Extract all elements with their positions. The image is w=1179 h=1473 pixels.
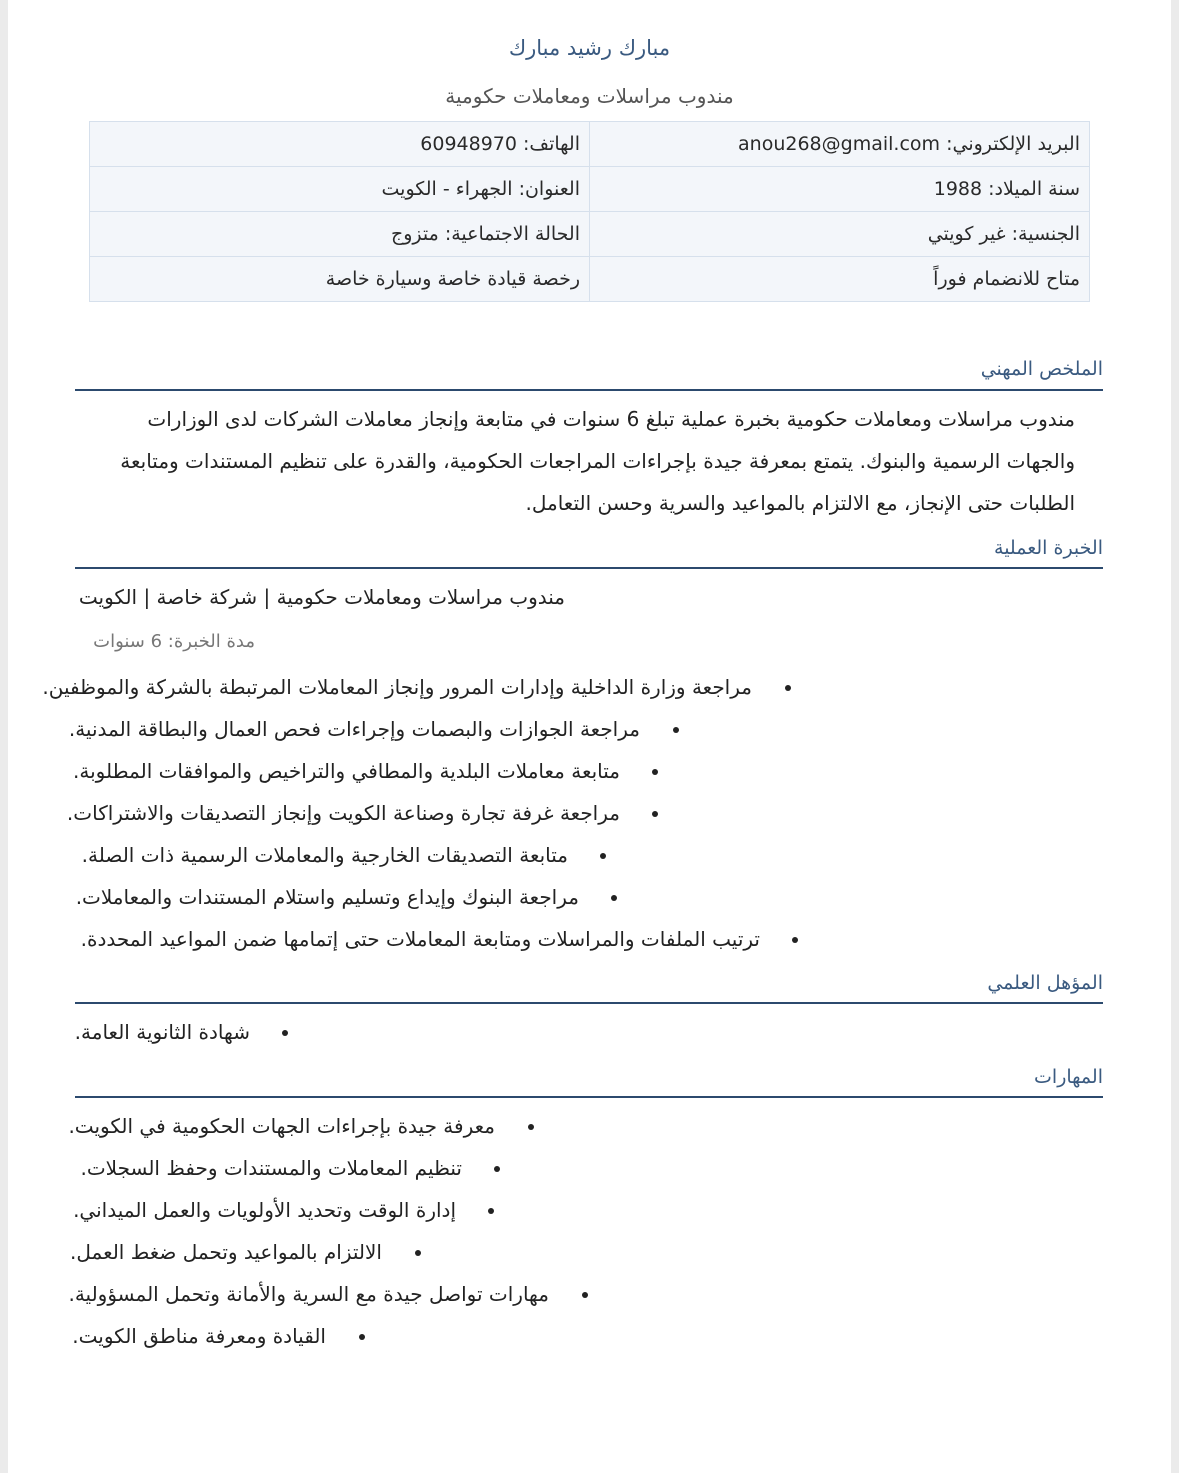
experience-item: ترتيب الملفات والمراسلات ومتابعة المعاملات حتى إتمامها ضمن المواعيد المحددة.: [80, 927, 760, 951]
phone-cell: الهاتف: 60948970: [90, 122, 590, 167]
skill-item: إدارة الوقت وتحديد الأولويات والعمل الميداني.: [73, 1198, 456, 1222]
birth-year-cell: سنة الميلاد: 1988: [590, 167, 1090, 212]
summary-heading-text: الملخص المهني: [980, 358, 1103, 380]
availability-cell: متاح للانضمام فوراً: [590, 257, 1090, 302]
info-row: [90, 257, 1090, 302]
address-cell: العنوان: الجهراء - الكويت: [90, 167, 590, 212]
summary-text: مندوب مراسلات ومعاملات حكومية بخبرة عملية تبلغ 6 سنوات في متابعة وإنجاز معاملات الشركات لدى الوزارات والجهات الرسمية والبنوك. يتمتع بمعرفة جيدة بإجراءات المراجعات الحكومية، والقدرة على تنظيم المستندات ومتابعة الطلبات حتى الإنجاز، مع الالتزام بالمواعيد والسرية وحسن التعامل.: [120, 407, 1075, 515]
bullet-dot: [528, 1124, 534, 1130]
person-name: مبارك رشيد مبارك: [508, 36, 671, 60]
skills-heading-text: المهارات: [1034, 1066, 1103, 1088]
bullet-dot: [673, 727, 679, 733]
summary-divider: [75, 389, 1103, 391]
bullet-dot: [792, 937, 798, 943]
email-cell: البريد الإلكتروني: anou268@gmail.com: [590, 122, 1090, 167]
summary-heading: [75, 358, 1103, 380]
education-heading-text: المؤهل العلمي: [987, 972, 1103, 994]
bullet-dot: [600, 853, 606, 859]
marital-status-cell: الحالة الاجتماعية: متزوج: [90, 212, 590, 257]
info-row: [90, 122, 1090, 167]
skill-item: معرفة جيدة بإجراءات الجهات الحكومية في الكويت.: [68, 1114, 495, 1138]
experience-item: مراجعة وزارة الداخلية وإدارات المرور وإنجاز المعاملات المرتبطة بالشركة والموظفين.: [42, 675, 752, 699]
license-cell: رخصة قيادة خاصة وسيارة خاصة: [90, 257, 590, 302]
skill-item: الالتزام بالمواعيد وتحمل ضغط العمل.: [70, 1240, 382, 1264]
contact-info-table: [89, 121, 1090, 302]
info-row: [90, 212, 1090, 257]
bullet-dot: [494, 1166, 500, 1172]
experience-duration: مدة الخبرة: 6 سنوات: [93, 631, 255, 652]
info-row: [90, 167, 1090, 212]
bullet-dot: [282, 1030, 288, 1036]
bullet-dot: [652, 769, 658, 775]
experience-heading: [75, 537, 1103, 559]
experience-item: متابعة معاملات البلدية والمطافي والتراخيص والموافقات المطلوبة.: [73, 759, 620, 783]
experience-divider: [75, 567, 1103, 569]
experience-item: مراجعة البنوك وإيداع وتسليم واستلام المستندات والمعاملات.: [75, 885, 579, 909]
experience-item: متابعة التصديقات الخارجية والمعاملات الرسمية ذات الصلة.: [81, 843, 568, 867]
bullet-dot: [611, 895, 617, 901]
skills-heading: [75, 1066, 1103, 1088]
bullet-dot: [785, 685, 791, 691]
bullet-dot: [359, 1334, 365, 1340]
job-title: مندوب مراسلات ومعاملات حكومية | شركة خاصة | الكويت: [78, 585, 565, 609]
bullet-dot: [488, 1208, 494, 1214]
education-divider: [75, 1002, 1103, 1004]
job-subtitle: مندوب مراسلات ومعاملات حكومية: [445, 84, 734, 108]
nationality-cell: الجنسية: غير كويتي: [590, 212, 1090, 257]
education-item: شهادة الثانوية العامة.: [74, 1020, 250, 1044]
skill-item: تنظيم المعاملات والمستندات وحفظ السجلات.: [80, 1156, 462, 1180]
skill-item: مهارات تواصل جيدة مع السرية والأمانة وتحمل المسؤولية.: [68, 1282, 549, 1306]
bullet-dot: [582, 1292, 588, 1298]
bullet-dot: [415, 1250, 421, 1256]
education-heading: [75, 972, 1103, 994]
bullet-dot: [652, 811, 658, 817]
experience-item: مراجعة الجوازات والبصمات وإجراءات فحص العمال والبطاقة المدنية.: [68, 717, 640, 741]
experience-item: مراجعة غرفة تجارة وصناعة الكويت وإنجاز التصديقات والاشتراكات.: [66, 801, 620, 825]
experience-heading-text: الخبرة العملية: [994, 537, 1103, 559]
skills-divider: [75, 1096, 1103, 1098]
skill-item: القيادة ومعرفة مناطق الكويت.: [72, 1324, 326, 1348]
